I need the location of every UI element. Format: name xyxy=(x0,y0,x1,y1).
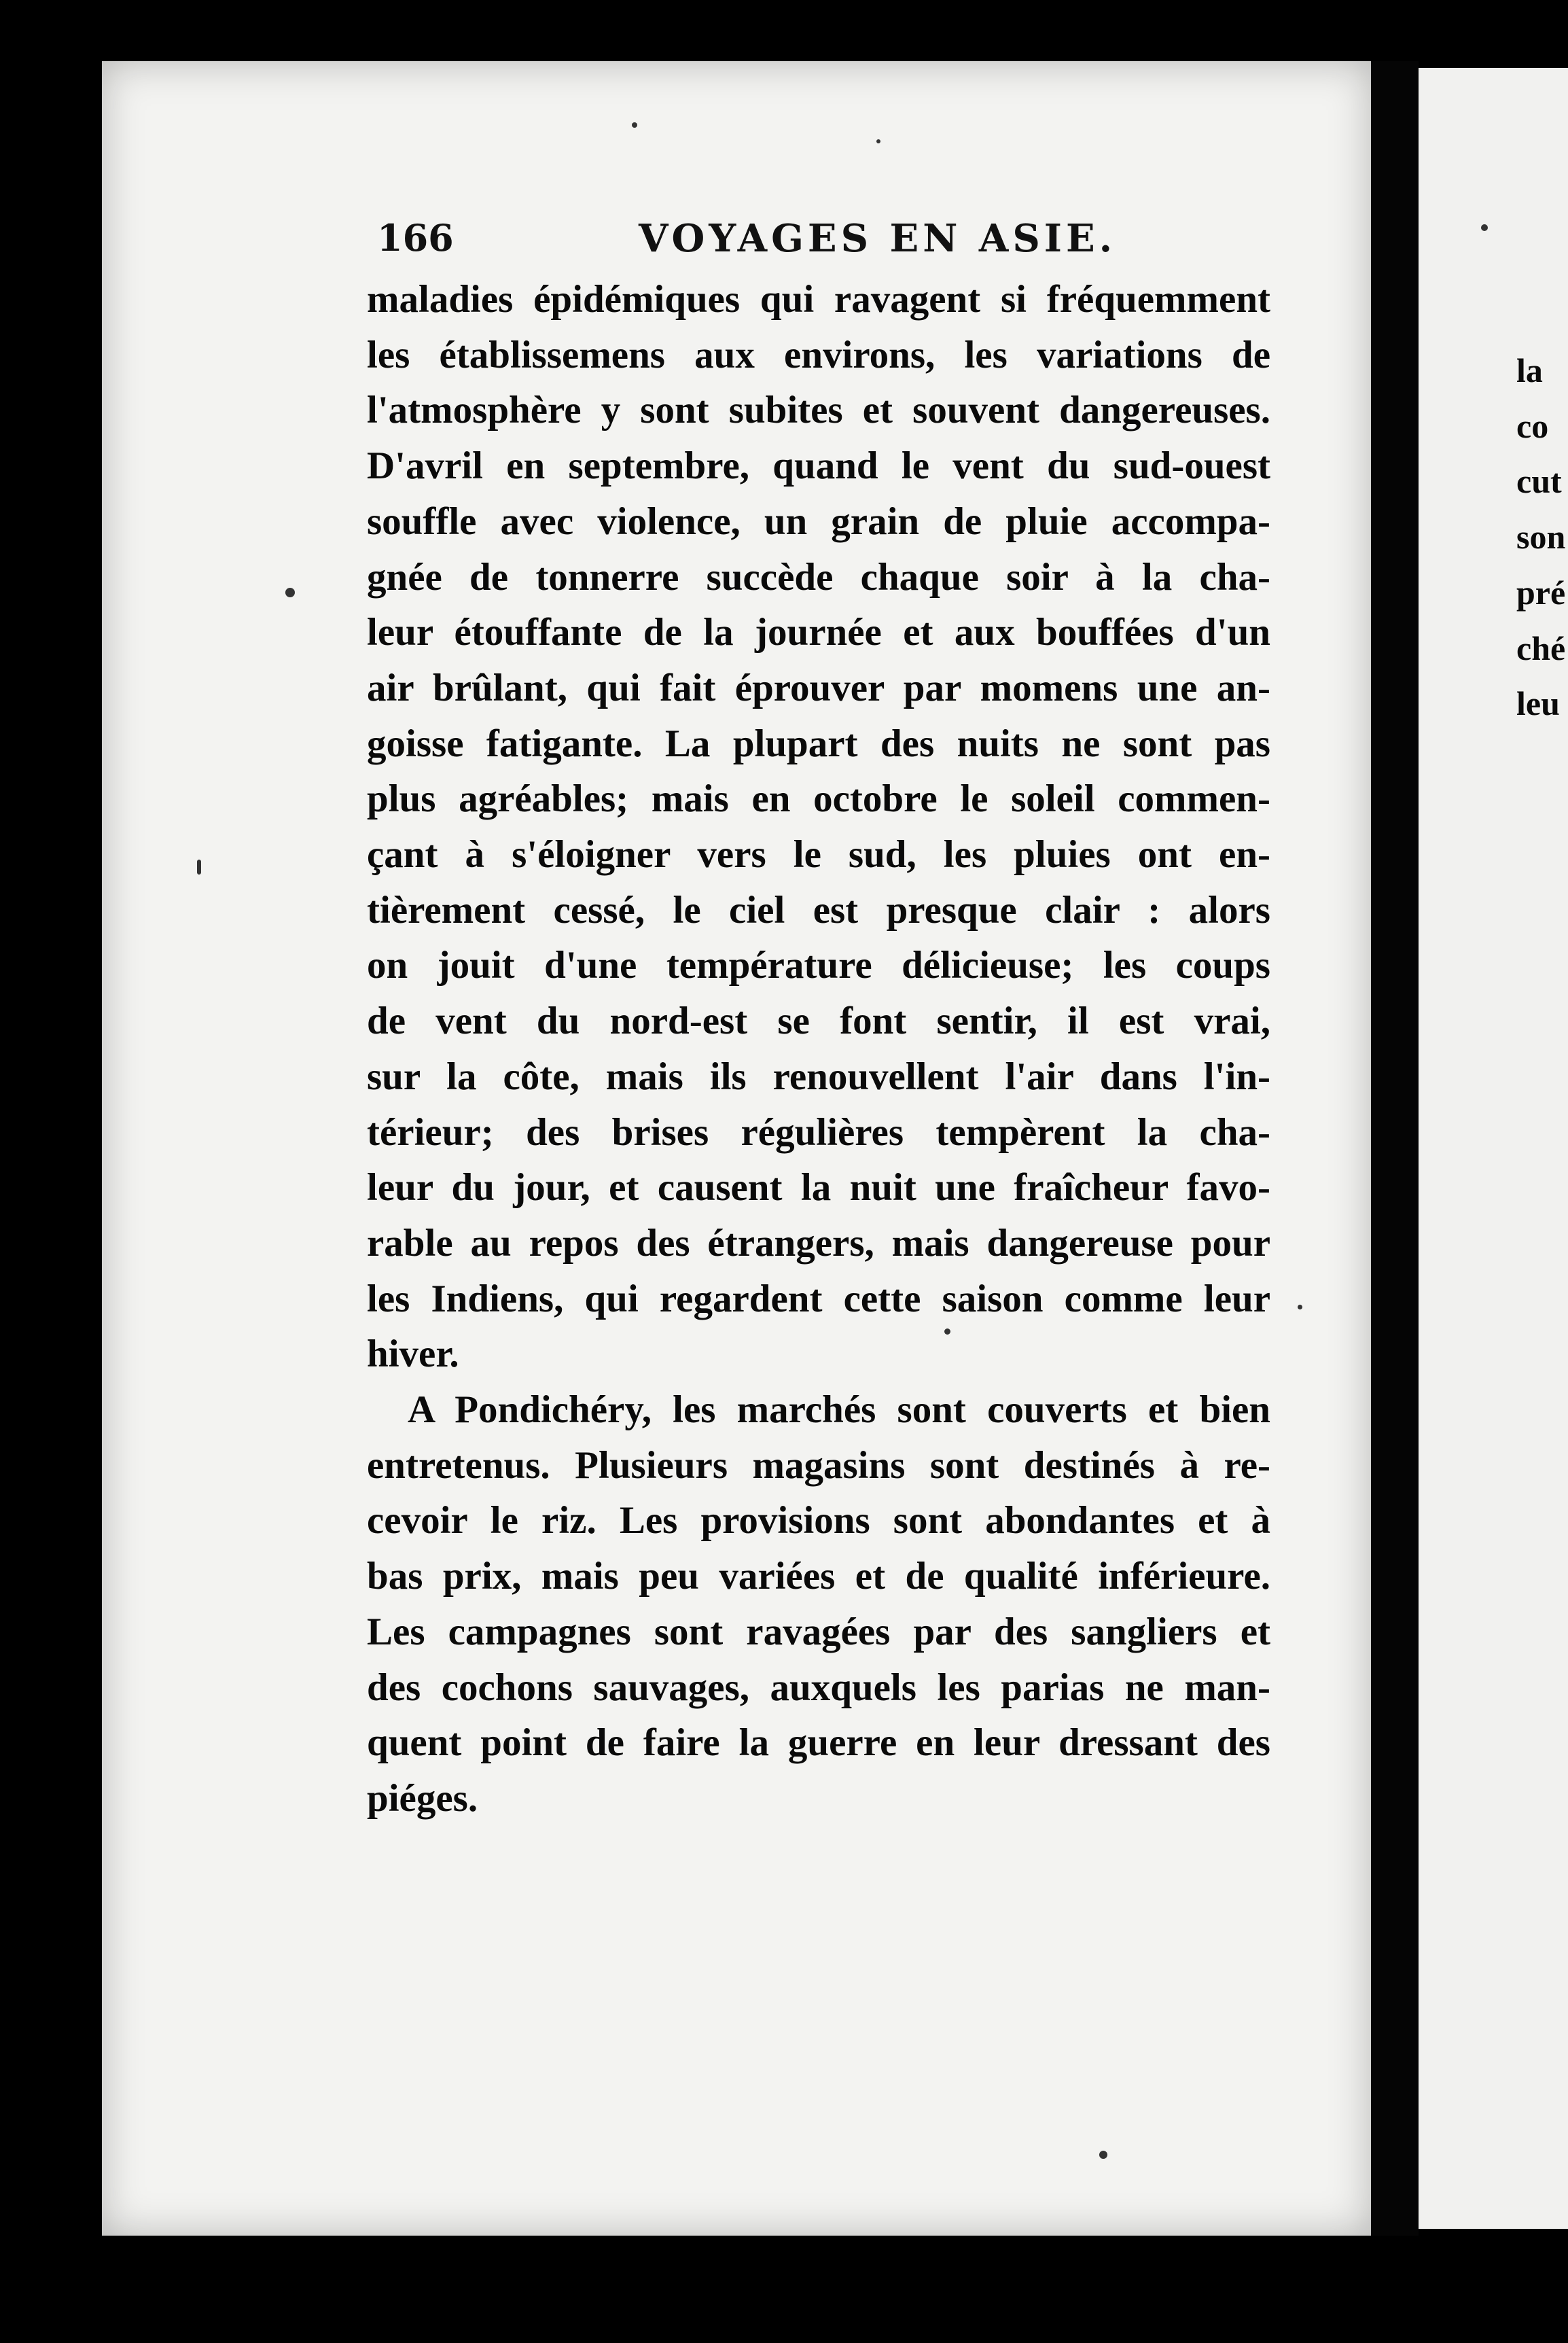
scan-speck xyxy=(876,139,880,143)
text-line: Les campagnes sont ravagées par des sangliers et xyxy=(367,1610,1270,1653)
fragment-line: pré xyxy=(1516,573,1566,612)
text-line: sur la côte, mais ils renouvellent l'air dans l'in- xyxy=(367,1055,1270,1098)
page-number: 166 xyxy=(377,216,454,260)
scan-speck xyxy=(1099,2151,1107,2159)
fragment-line: la xyxy=(1516,351,1543,389)
text-line: çant à s'éloigner vers le sud, les pluies ont en- xyxy=(367,833,1270,877)
scan-speck xyxy=(1298,1305,1302,1309)
text-line: piéges. xyxy=(367,1776,478,1820)
text-line: maladies épidémiques qui ravagent si fréquemment xyxy=(367,278,1270,321)
text-line: gnée de tonnerre succède chaque soir à la cha- xyxy=(367,555,1270,599)
text-line: D'avril en septembre, quand le vent du sud-ouest xyxy=(367,444,1270,488)
page-header xyxy=(275,204,1321,272)
text-line: térieur; des brises régulières tempèrent la cha- xyxy=(367,1110,1270,1154)
text-line: plus agréables; mais en octobre le soleil commen- xyxy=(367,777,1270,821)
text-line: hiver. xyxy=(367,1333,459,1376)
text-line: tièrement cessé, le ciel est presque clair : alors xyxy=(367,888,1270,932)
text-line: les Indiens, qui regardent cette saison comme leur xyxy=(367,1277,1270,1320)
text-line: quent point de faire la guerre en leur dressant des xyxy=(367,1721,1270,1765)
fragment-line: co xyxy=(1516,406,1549,445)
text-line: goisse fatigante. La plupart des nuits ne sont pas xyxy=(367,722,1270,765)
text-line: air brûlant, qui fait éprouver par momens une an- xyxy=(367,666,1270,709)
fragment-line: cut xyxy=(1516,462,1562,501)
text-line: les établissemens aux environs, les variations de xyxy=(367,333,1270,376)
text-line: bas prix, mais peu variées et de qualité inférieure. xyxy=(367,1555,1270,1598)
running-title: VOYAGES EN ASIE. xyxy=(639,216,1117,261)
scan-speck xyxy=(197,860,201,875)
text-line: leur étouffante de la journée et aux bouffées d'un xyxy=(367,611,1270,654)
body-text xyxy=(367,272,1270,1827)
scan-speck xyxy=(1481,224,1488,231)
fragment-line: ché xyxy=(1516,629,1566,667)
scan-speck xyxy=(944,1328,950,1335)
text-line: rable au repos des étrangers, mais dangereuse pour xyxy=(367,1221,1270,1265)
text-line: leur du jour, et causent la nuit une fraîcheur favo- xyxy=(367,1166,1270,1210)
text-line: de vent du nord-est se font sentir, il est vrai, xyxy=(367,1000,1270,1043)
text-line: entretenus. Plusieurs magasins sont destinés à re- xyxy=(367,1443,1270,1487)
text-line: on jouit d'une température délicieuse; les coups xyxy=(367,944,1270,987)
text-line: souffle avec violence, un grain de pluie accompa- xyxy=(367,499,1270,543)
facing-page-text-fragments xyxy=(1516,343,1565,732)
text-line: des cochons sauvages, auxquels les parias ne man- xyxy=(367,1666,1270,1709)
text-line: l'atmosphère y sont subites et souvent dangereuses. xyxy=(367,389,1270,432)
text-line: A Pondichéry, les marchés sont couverts et bien xyxy=(408,1388,1270,1432)
fragment-line: son xyxy=(1516,518,1566,557)
scan-speck xyxy=(632,122,637,128)
paragraph-1 xyxy=(367,272,1270,1382)
text-line: cevoir le riz. Les provisions sont abondantes et à xyxy=(367,1499,1270,1543)
fragment-line: leu xyxy=(1516,684,1560,723)
paragraph-2 xyxy=(367,1382,1270,1827)
book-gutter xyxy=(1371,61,1419,2236)
scan-speck xyxy=(285,588,295,597)
